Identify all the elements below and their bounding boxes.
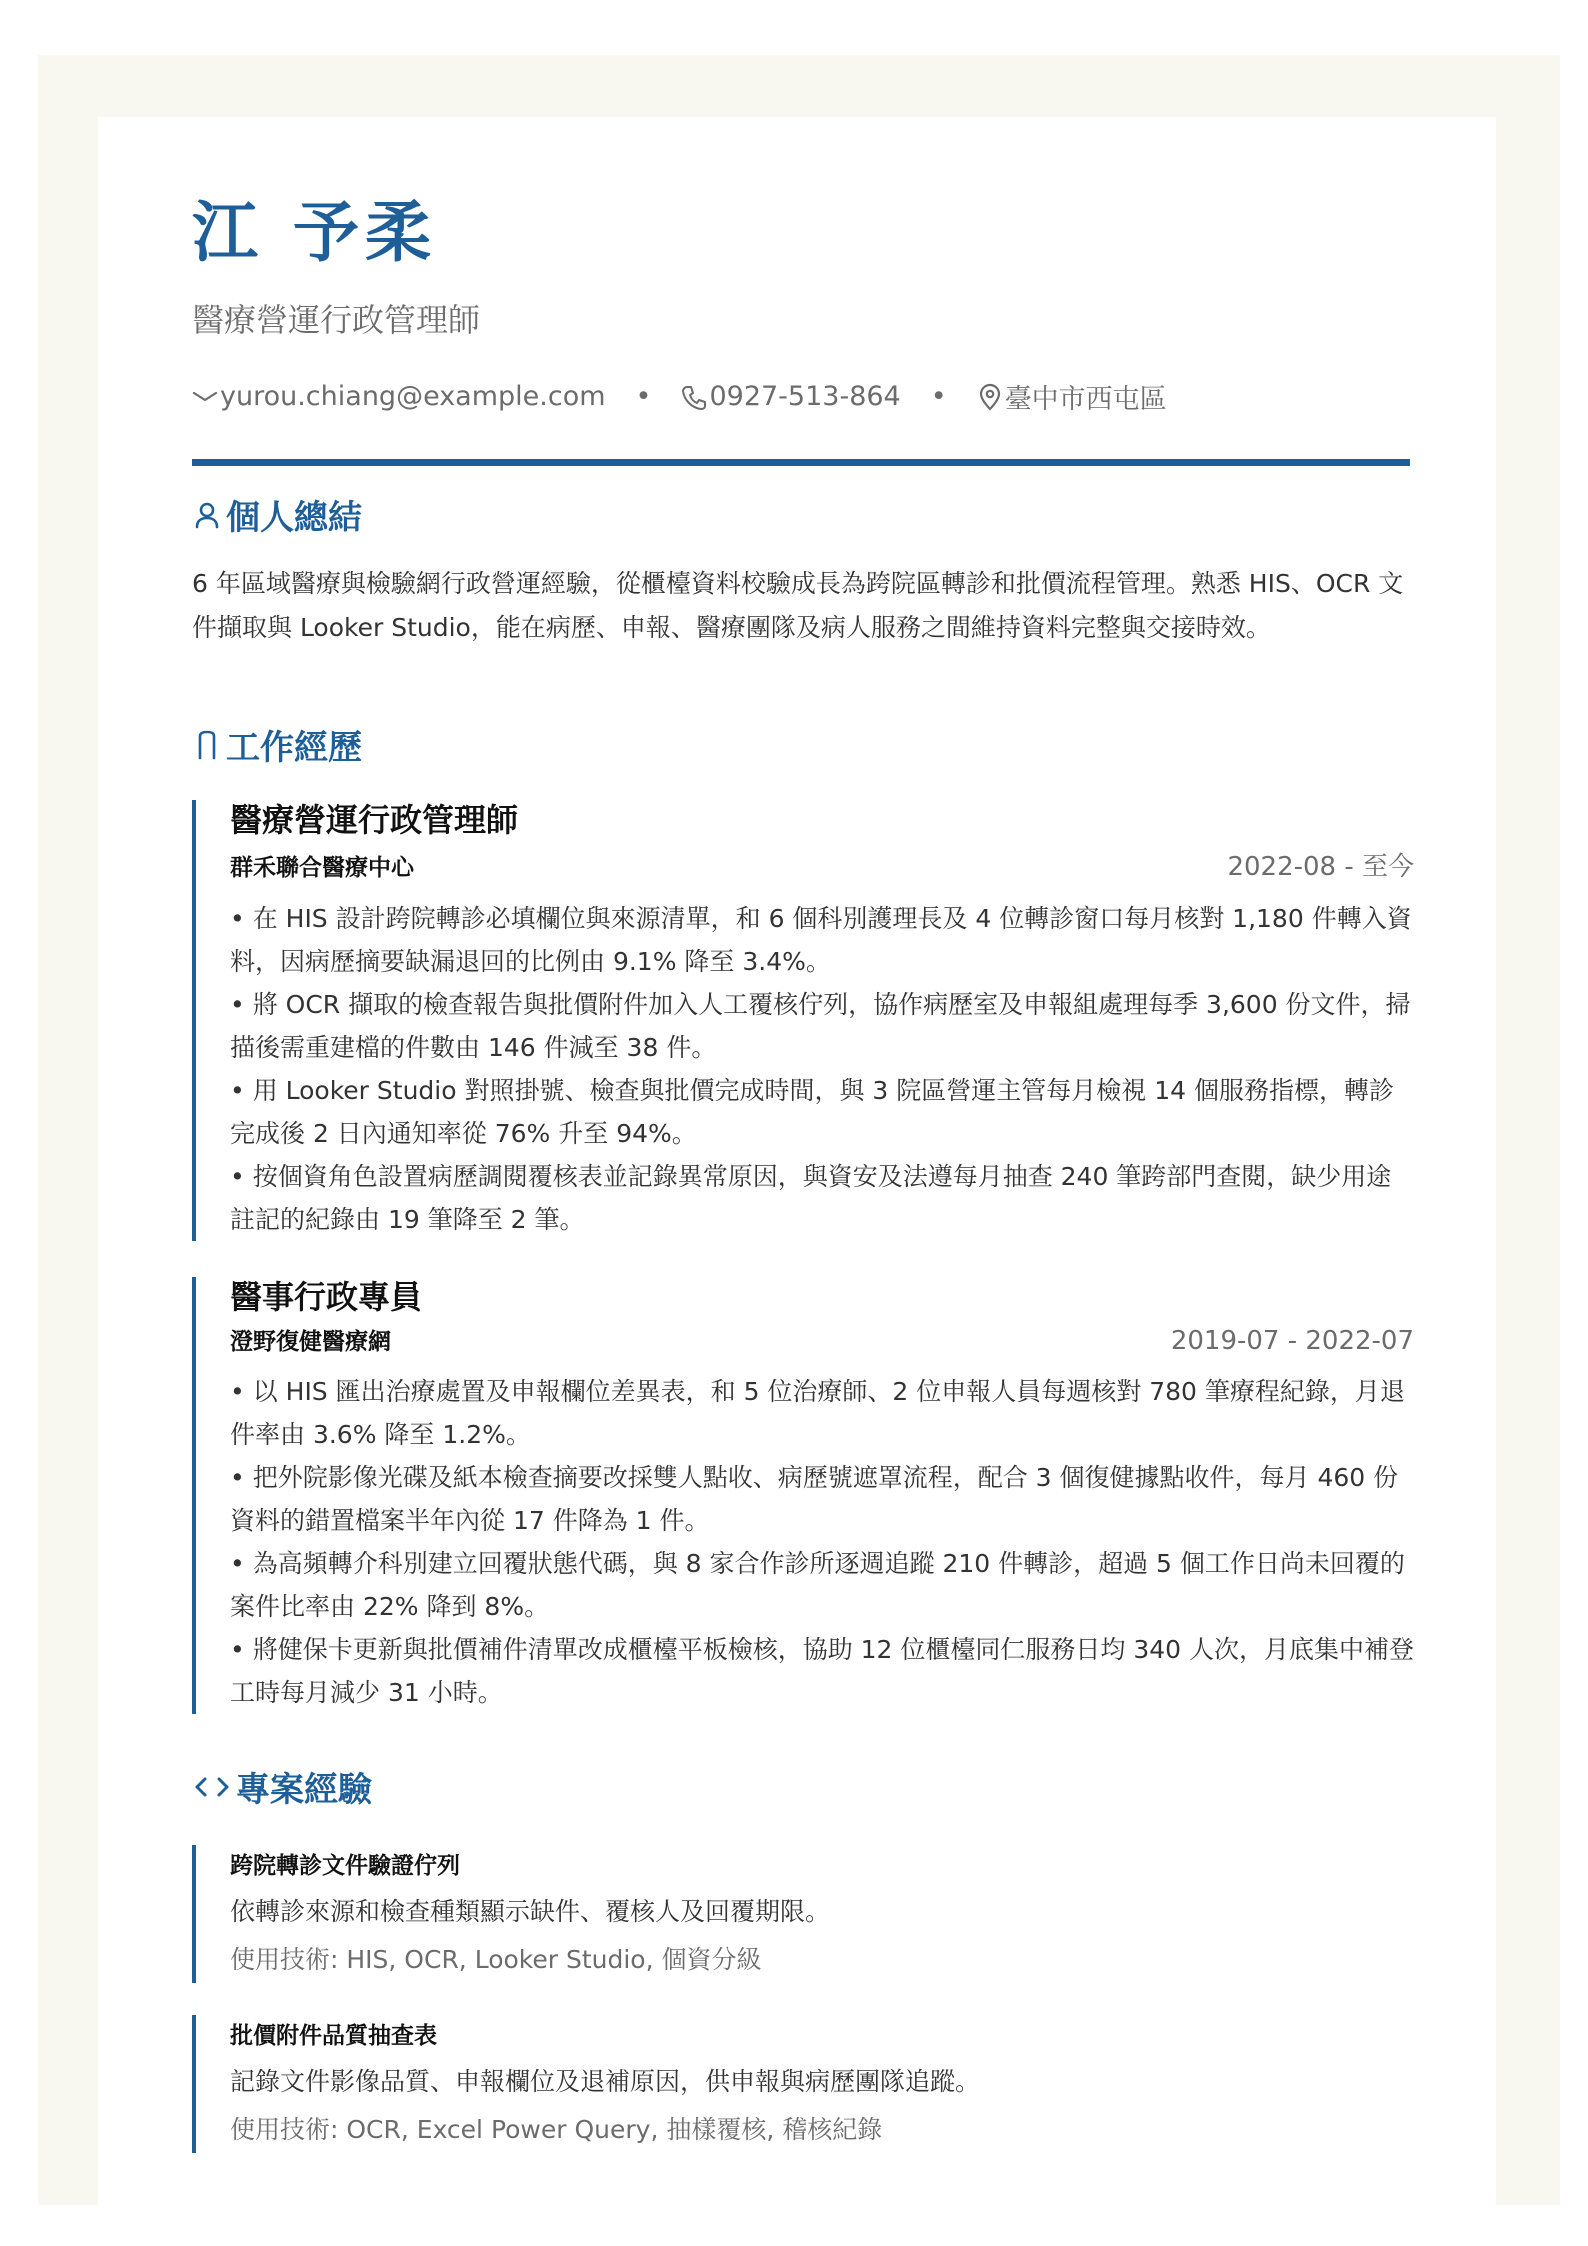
user-icon xyxy=(192,499,222,531)
job-bullet: • 把外院影像光碟及紙本檢查摘要改採雙人點收、病歷號遮罩流程，配合 3 個復健據點收件，每月 460 份資料的錯置檔案半年內從 17 件降為 1 件。 xyxy=(230,1463,1399,1535)
job-bullet: • 在 HIS 設計跨院轉診必填欄位與來源清單，和 6 個科別護理長及 4 位轉診窗口每月核對 1,180 件轉入資料，因病歷摘要缺漏退回的比例由 9.1% 降至 3.4%。 xyxy=(230,904,1412,976)
phone-icon xyxy=(681,383,707,411)
mail-icon xyxy=(192,388,218,406)
job-bullets xyxy=(230,1370,1414,1714)
header-divider xyxy=(192,459,1410,466)
job-dates: 2019-07 - 2022-07 xyxy=(1170,1326,1414,1356)
location-pin-icon xyxy=(977,383,1003,411)
project-tech: 使用技術: OCR, Excel Power Query, 抽樣覆核, 稽核紀錄 xyxy=(230,2115,883,2144)
contact-phone[interactable] xyxy=(681,381,900,412)
summary-text: 6 年區域醫療與檢驗網行政營運經驗，從櫃檯資料校驗成長為跨院區轉診和批價流程管理。熟悉 HIS、OCR 文件擷取與 Looker Studio，能在病歷、申報、醫療團隊及病人服務之間維持資料完整與交接時效。 xyxy=(192,569,1404,642)
company-name: 群禾聯合醫療中心 xyxy=(230,855,414,881)
contact-location xyxy=(977,377,1167,416)
job-title: 醫事行政專員 xyxy=(230,1278,423,1316)
job-entry xyxy=(192,800,1414,1241)
job-bullet: • 用 Looker Studio 對照掛號、檢查與批價完成時間，與 3 院區營運主管每月檢視 14 個服務指標，轉診完成後 2 日內通知率從 76% 升至 94%。 xyxy=(230,1076,1394,1148)
job-bullet: • 將 OCR 擷取的檢查報告與批價附件加入人工覆核佇列，協作病歷室及申報組處理每季 3,600 份文件，掃描後需重建檔的件數由 146 件減至 38 件。 xyxy=(230,990,1411,1062)
candidate-name: 江 予柔 xyxy=(192,194,437,271)
job-bullets xyxy=(230,897,1414,1241)
job-title: 醫療營運行政管理師 xyxy=(230,801,519,839)
project-entry xyxy=(192,1845,1414,1983)
summary-heading: 個人總結 xyxy=(226,498,362,538)
project-entry xyxy=(192,2015,1414,2153)
project-tech: 使用技術: HIS, OCR, Looker Studio, 個資分級 xyxy=(230,1945,762,1974)
section-title-projects xyxy=(192,1762,372,1811)
job-bullet: • 以 HIS 匯出治療處置及申報欄位差異表，和 5 位治療師、2 位申報人員每週核對 780 筆療程紀錄，月退件率由 3.6% 降至 1.2%。 xyxy=(230,1377,1405,1449)
project-title: 批價附件品質抽查表 xyxy=(230,2023,437,2049)
contact-email[interactable] xyxy=(192,381,606,412)
location-text: 臺中市西屯區 xyxy=(1004,384,1167,415)
job-bullet: • 按個資角色設置病歷調閱覆核表並記錄異常原因，與資安及法遵每月抽查 240 筆跨部門查閱，缺少用途註記的紀錄由 19 筆降至 2 筆。 xyxy=(230,1162,1392,1234)
job-entry xyxy=(192,1277,1414,1714)
section-title-summary xyxy=(192,490,362,539)
section-title-experience xyxy=(192,720,362,769)
contact-separator: • xyxy=(930,381,947,412)
briefcase-icon xyxy=(192,728,222,762)
candidate-role: 醫療營運行政管理師 xyxy=(192,301,481,339)
experience-heading: 工作經歷 xyxy=(226,728,362,768)
job-bullet: • 為高頻轉介科別建立回覆狀態代碼，與 8 家合作診所逐週追蹤 210 件轉診，超過 5 個工作日尚未回覆的案件比率由 22% 降到 8%。 xyxy=(230,1549,1405,1621)
job-bullet: • 將健保卡更新與批價補件清單改成櫃檯平板檢核，協助 12 位櫃檯同仁服務日均 340 人次，月底集中補登工時每月減少 31 小時。 xyxy=(230,1635,1415,1707)
contact-separator: • xyxy=(635,381,652,412)
projects-heading: 專案經驗 xyxy=(236,1770,372,1810)
contact-bar xyxy=(192,377,1167,416)
email-text: yurou.chiang@example.com xyxy=(220,381,606,412)
phone-text: 0927-513-864 xyxy=(709,381,901,412)
project-title: 跨院轉診文件驗證佇列 xyxy=(230,1853,460,1879)
project-description: 記錄文件影像品質、申報欄位及退補原因，供申報與病歷團隊追蹤。 xyxy=(230,2067,981,2096)
company-name: 澄野復健醫療網 xyxy=(230,1329,391,1355)
code-icon xyxy=(192,1772,232,1802)
project-description: 依轉診來源和檢查種類顯示缺件、覆核人及回覆期限。 xyxy=(230,1897,831,1926)
job-dates: 2022-08 - 至今 xyxy=(1227,852,1414,882)
